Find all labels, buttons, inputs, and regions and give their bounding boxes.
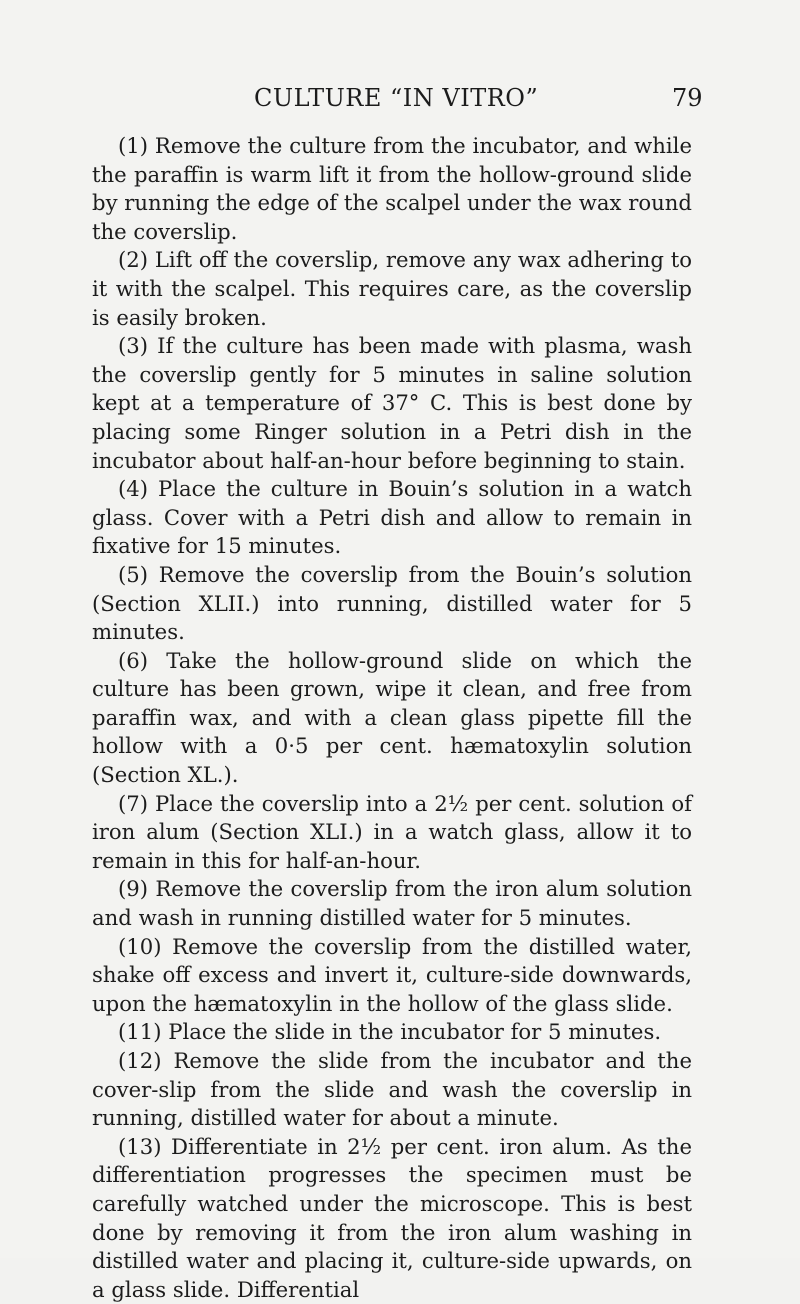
step-2-paragraph: (2) Lift off the coverslip, remove any wax adhering to it with the scalpel. This requires care, as the coverslip is easily broken. <box>92 247 692 330</box>
running-title: CULTURE “IN VITRO” <box>254 84 539 112</box>
step-11-paragraph: (11) Place the slide in the incubator for 5 minutes. <box>118 1019 662 1045</box>
step-10-paragraph: (10) Remove the coverslip from the distilled water, shake off excess and invert it, culture-side downwards, upon the hæmatoxylin in the hollow of the glass slide. <box>92 933 692 1016</box>
step-9-paragraph: (9) Remove the coverslip from the iron alum solution and wash in running distilled water for 5 minutes. <box>92 876 692 931</box>
step-1-paragraph: (1) Remove the culture from the incubator, and while the paraffin is warm lift it from the hollow-ground slide by running the edge of the scalpel under the wax round the coverslip. <box>92 133 692 244</box>
step-7-paragraph: (7) Place the coverslip into a 2½ per cent. solution of iron alum (Section XLI.) in a watch glass, allow it to remain in this for half-an-hour. <box>92 790 692 873</box>
step-6-paragraph: (6) Take the hollow-ground slide on which the culture has been grown, wipe it clean, and free from paraffin wax, and with a clean glass pipette fill the hollow with a 0·5 per cent. hæmatoxylin solution (Section XL.). <box>92 647 692 788</box>
running-head <box>0 84 800 118</box>
step-13-paragraph: (13) Differentiate in 2½ per cent. iron alum. As the differentiation progresses the specimen must be carefully watched under the microscope. This is best done by removing it from the iron alum washing in distilled water and placing it, culture-side upwards, on a glass slide. Differential <box>92 1133 692 1302</box>
body-text <box>92 132 692 1304</box>
step-4-paragraph: (4) Place the culture in Bouin’s solution in a watch glass. Cover with a Petri dish and allow to remain in fixative for 15 minutes. <box>92 476 692 559</box>
step-5-paragraph: (5) Remove the coverslip from the Bouin’s solution (Section XLII.) into running, distilled water for 5 minutes. <box>92 561 692 645</box>
step-3-paragraph: (3) If the culture has been made with plasma, wash the coverslip gently for 5 minutes in saline solution kept at a temperature of 37° C. This is best done by placing some Ringer solution in a Petri dish in the incubator about half-an-hour before beginning to stain. <box>92 333 692 473</box>
page-number: 79 <box>672 84 703 112</box>
step-12-paragraph: (12) Remove the slide from the incubator and the cover-slip from the slide and wash the coverslip in running, distilled water for about a minute. <box>92 1048 692 1131</box>
